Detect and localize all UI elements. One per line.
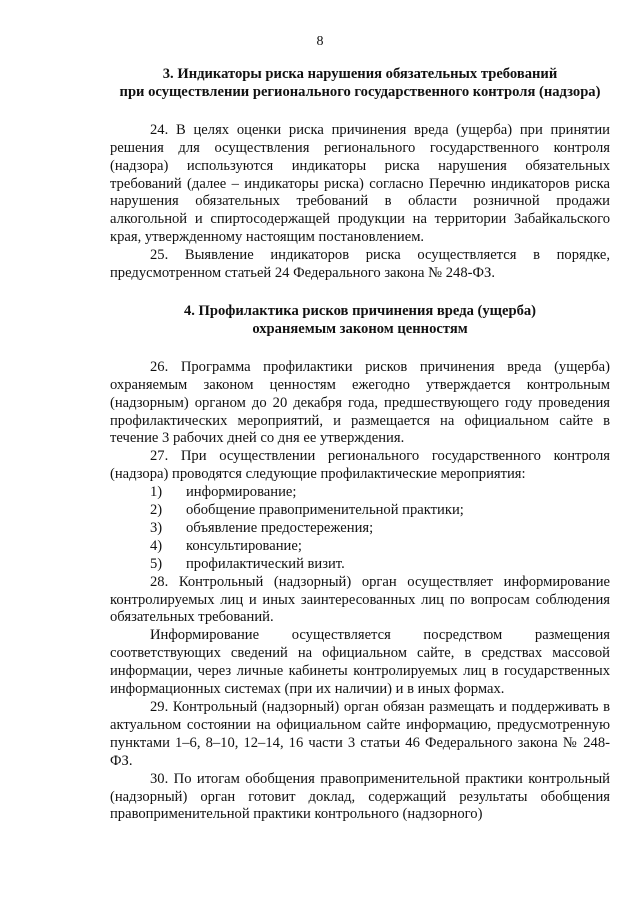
list-item: [110, 538, 610, 556]
list-item-number: 4): [150, 537, 163, 554]
list-item: [110, 556, 610, 574]
list-item-number: 5): [150, 555, 163, 572]
section-3-heading: [110, 66, 610, 102]
section-4-heading-line-1: 4. Профилактика рисков причинения вреда (ущерба): [183, 302, 537, 319]
list-item-text: профилактический визит.: [186, 555, 345, 572]
document-body: [110, 66, 610, 824]
paragraph-30: 30. По итогам обобщения правоприменительной практики контрольный (надзорный) орган готовит доклад, содержащий результаты обобщения правоприменительной практики контрольного (надзорного): [110, 770, 610, 823]
section-3-heading-line-2: при осуществлении регионального государственного контроля (надзора): [119, 83, 601, 100]
paragraph-27: 27. При осуществлении регионального государственного контроля (надзора) проводятся следующие профилактические мероприятия:: [110, 448, 610, 483]
paragraph-informing: Информирование осуществляется посредством размещения соответствующих сведений на официальном сайте, в средствах массовой информации, через личные кабинеты контролируемых лиц в государственных информационных системах (при их наличии) и в иных формах.: [110, 627, 610, 698]
section-3-heading-line-1: 3. Индикаторы риска нарушения обязательных требований: [162, 66, 558, 82]
list-item-text: обобщение правоприменительной практики;: [186, 502, 464, 519]
paragraph-29: 29. Контрольный (надзорный) орган обязан размещать и поддерживать в актуальном состоянии на официальном сайте информацию, предусмотренную пунктами 1–6, 8–10, 12–14, 16 части 3 статьи 46 Федерального закона № 248-ФЗ.: [110, 699, 610, 769]
paragraph-24: 24. В целях оценки риска причинения вреда (ущерба) при принятии решения для осуществления регионального государственного контроля (надзора) используются индикаторы риска нарушения обязательных требований (далее – индикаторы риска) согласно Перечню индикаторов риска нарушения обязательных требований в области розничной продажи алкогольной и спиртосодержащей продукции на территории Забайкальского края, утвержденному настоящим постановлением.: [110, 121, 610, 246]
list-item-number: 2): [150, 502, 163, 519]
list-item-number: 1): [150, 484, 163, 501]
paragraph-26: 26. Программа профилактики рисков причинения вреда (ущерба) охраняемым законом ценностям ежегодно утверждается контрольным (надзорным) органом до 20 декабря года, предшествующего году проведения профилактических мероприятий, и размещается на официальном сайте в течение 3 рабочих дней со дня ее утверждения.: [110, 358, 610, 447]
list-item-text: информирование;: [186, 484, 297, 501]
preventive-measures-list: [110, 484, 610, 574]
page-number: 8: [316, 34, 324, 49]
list-item-text: консультирование;: [186, 537, 302, 554]
section-4-heading: [110, 303, 610, 339]
paragraph-25: 25. Выявление индикаторов риска осуществляется в порядке, предусмотренном статьей 24 Федерального закона № 248-ФЗ.: [110, 247, 610, 282]
list-item-number: 3): [150, 519, 163, 536]
section-4-heading-line-2: охраняемым законом ценностям: [252, 320, 468, 337]
list-item: [110, 520, 610, 538]
list-item: [110, 502, 610, 520]
paragraph-28: 28. Контрольный (надзорный) орган осуществляет информирование контролируемых лиц и иных заинтересованных лиц по вопросам соблюдения обязательных требований.: [110, 573, 610, 626]
list-item-text: объявление предостережения;: [186, 519, 374, 536]
list-item: [110, 484, 610, 502]
